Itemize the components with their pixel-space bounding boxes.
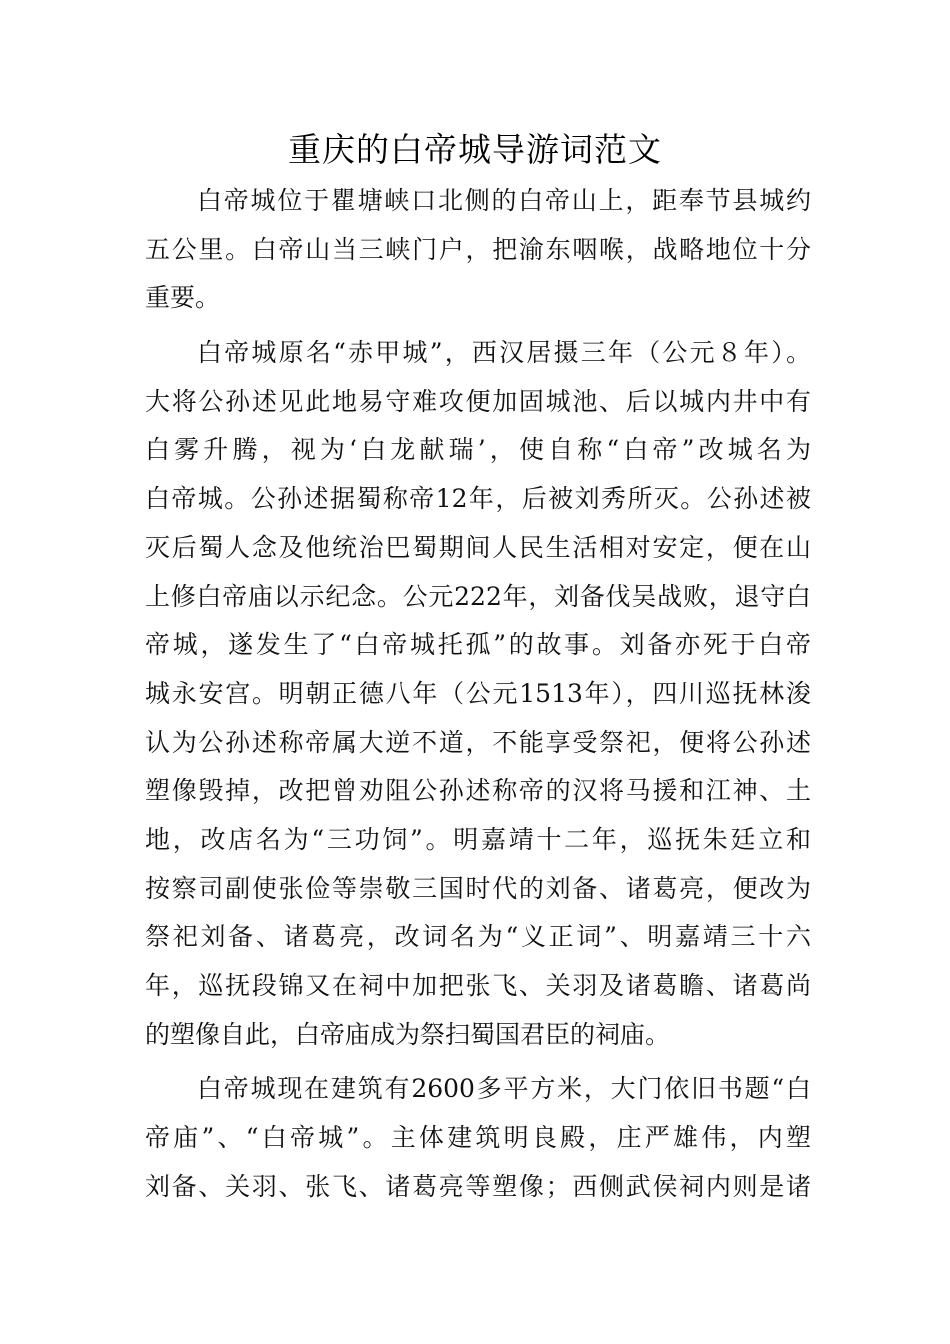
text-line: 白帝城现在建筑有2600多平方米，大门依旧书题“白 xyxy=(197,1074,811,1104)
text-line: 白帝城。公孙述据蜀称帝12年，后被刘秀所灭。公孙述被 xyxy=(145,484,811,514)
text-line: 帝庙”、“白帝城”。主体建筑明良殿，庄严雄伟，内塑 xyxy=(145,1123,811,1153)
text-line: 白帝城位于瞿塘峡口北侧的白帝山上，距奉节县城约 xyxy=(197,186,811,215)
text-line: 塑像毁掉，改把曾劝阻公孙述称帝的汉将马援和江神、土 xyxy=(145,776,811,806)
text-line: 城永安宫。明朝正德八年（公元1513年），四川巡抚林浚 xyxy=(145,678,811,708)
text-line: 地，改店名为“三功饲”。明嘉靖十二年，巡抚朱廷立和 xyxy=(145,824,811,854)
text-line: 上修白帝庙以示纪念。公元222年，刘备伐吴战败，退守白 xyxy=(145,581,811,611)
text-line: 年，巡抚段锦又在祠中加把张飞、关羽及诸葛瞻、诸葛尚 xyxy=(145,971,811,1000)
text-line: 灭后蜀人念及他统治巴蜀期间人民生活相对安定，便在山 xyxy=(145,532,811,562)
text-line: 的塑像自此，白帝庙成为祭扫蜀国君臣的祠庙。 xyxy=(145,1019,671,1049)
document-title: 重庆的白帝城导游词范文 xyxy=(288,130,662,169)
text-line: 白雾升腾，视为‘白龙献瑞’，使自称“白帝”改城名为 xyxy=(145,435,811,465)
paragraph xyxy=(145,1065,811,1211)
paragraph xyxy=(145,329,811,1059)
text-line: 白帝城原名“赤甲城”，西汉居摄三年（公元８年）。 xyxy=(197,338,811,368)
text-line: 刘备、关羽、张飞、诸葛亮等塑像；西侧武侯祠内则是诸 xyxy=(145,1171,811,1201)
text-line: 认为公孙述称帝属大逆不道，不能享受祭祀，便将公孙述 xyxy=(145,727,811,757)
text-line: 祭祀刘备、诸葛亮，改词名为“义正词”、明嘉靖三十六 xyxy=(145,922,811,952)
text-line: 五公里。白帝山当三峡门户，把渝东咽喉，战略地位十分 xyxy=(145,234,811,264)
text-line: 帝城，遂发生了“白帝城托孤”的故事。刘备亦死于白帝 xyxy=(145,630,811,660)
text-line: 按察司副使张俭等崇敬三国时代的刘备、诸葛亮，便改为 xyxy=(145,873,811,903)
text-line: 重要。 xyxy=(145,283,221,313)
text-line: 大将公孙述见此地易守难攻便加固城池、后以城内井中有 xyxy=(145,386,811,416)
paragraph xyxy=(145,177,811,323)
document-body xyxy=(145,177,811,1211)
